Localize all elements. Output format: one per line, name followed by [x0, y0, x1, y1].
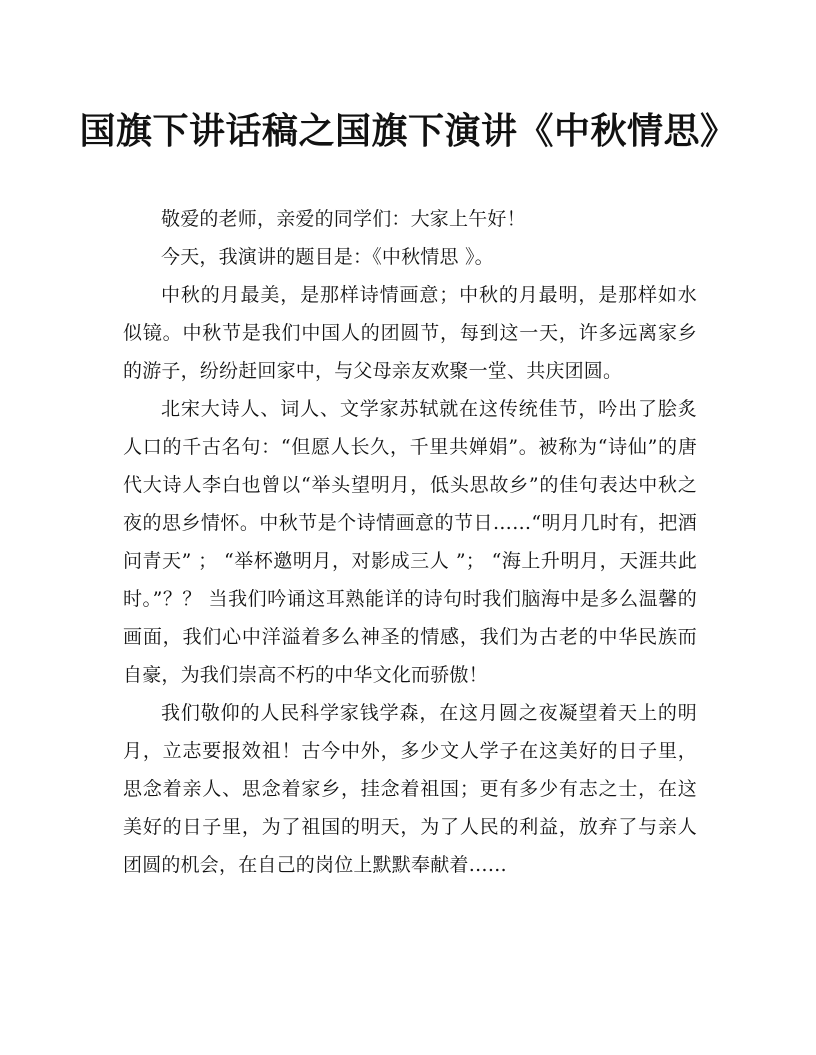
- paragraph-greeting: 敬爱的老师，亲爱的同学们：大家上午好！: [161, 208, 526, 230]
- paragraph-topic: 今天，我演讲的题目是：《中秋情思 》。: [161, 246, 494, 268]
- document-body: [123, 200, 697, 884]
- paragraph-moon: 中秋的月最美，是那样诗情画意；中秋的月最明，是那样如水似镜。中秋节是我们中国人的团圆节，每到这一天，许多远离家乡的游子，纷纷赶回家中，与父母亲友欢聚一堂、共庆团圆。: [123, 284, 697, 382]
- paragraph-devotion: 我们敬仰的人民科学家钱学森，在这月圆之夜凝望着天上的明月，立志要报效祖！古今中外，多少文人学子在这美好的日子里，思念着亲人、思念着家乡，挂念着祖国；更有多少有志之士，在这美好的日子里，为了祖国的明天，为了人民的利益，放弃了与亲人团圆的机会，在自己的岗位上默默奉献着……: [123, 702, 697, 876]
- paragraph-poems: 北宋大诗人、词人、文学家苏轼就在这传统佳节，吟出了脍炙人口的千古名句：“但愿人长久，千里共婵娟”。被称为“诗仙”的唐代大诗人李白也曾以“举头望明月，低头思故乡”的佳句表达中秋之夜的思乡情怀。中秋节是个诗情画意的节日……“明月几时有，把酒问青天” ； “举杯邀明月，对影成三人 ”； “海上升明月，天涯共此时。”？？ 当我们吟诵这耳熟能详的诗句时我们脑海中是多么温馨的画面，我们心中洋溢着多么神圣的情感，我们为古老的中华民族而自豪，为我们崇高不朽的中华文化而骄傲！: [123, 398, 697, 686]
- document-title: 国旗下讲话稿之国旗下演讲《中秋情思》: [79, 110, 737, 152]
